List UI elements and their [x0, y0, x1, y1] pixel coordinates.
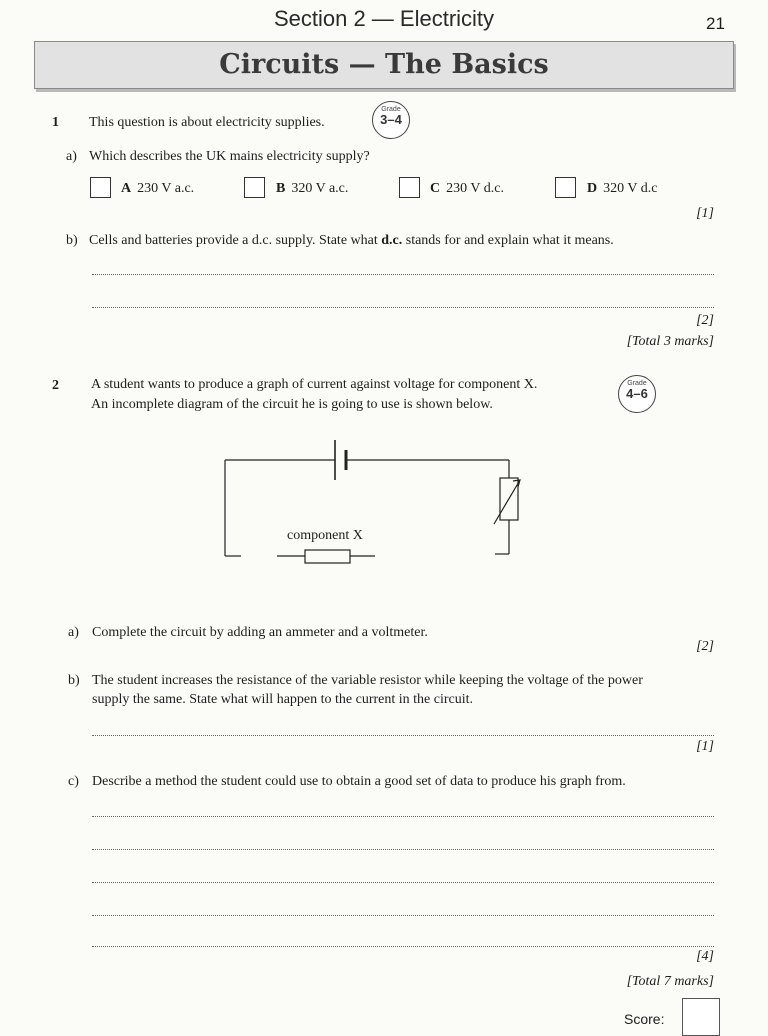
option-c-checkbox[interactable]	[399, 177, 420, 198]
score-label: Score:	[624, 1011, 665, 1027]
section-title: Section 2 — Electricity	[273, 6, 495, 31]
grade-badge-q1	[372, 101, 410, 139]
grade-badge-q2	[618, 375, 656, 413]
grade-badge-value: 3–4	[380, 112, 402, 127]
q2b-label: b)	[68, 673, 80, 688]
q2b-text-line2: supply the same. State what will happen to the current in the circuit.	[92, 692, 474, 707]
q2a-text: Complete the circuit by adding an ammeter and a voltmeter.	[92, 625, 428, 640]
q1b-text-end: stands for and explain what it means.	[402, 233, 614, 248]
q2c-marks: [4]	[696, 949, 714, 964]
answer-line[interactable]	[92, 946, 714, 947]
answer-line[interactable]	[92, 274, 714, 275]
question-1-number: 1	[52, 115, 59, 130]
component-x-label: component X	[287, 528, 363, 543]
page-title-banner	[34, 41, 734, 89]
q1b-text-start: Cells and batteries provide a d.c. supply. State what	[89, 233, 382, 248]
q2b-text-line1: The student increases the resistance of the variable resistor while keeping the voltage of the power	[92, 673, 643, 688]
q1a-label: a)	[66, 149, 77, 164]
q2b-marks: [1]	[696, 739, 714, 754]
option-d-checkbox[interactable]	[555, 177, 576, 198]
q1b-marks: [2]	[696, 313, 714, 328]
option-a-text: 230 V a.c.	[137, 181, 195, 196]
option-c-text: 230 V d.c.	[446, 181, 504, 196]
option-d-letter: D	[587, 181, 598, 196]
answer-line[interactable]	[92, 915, 714, 916]
score-box[interactable]	[682, 998, 720, 1036]
grade-badge-label: Grade	[627, 380, 647, 387]
q2c-label: c)	[68, 774, 79, 789]
option-a	[121, 181, 194, 197]
option-a-letter: A	[121, 181, 132, 196]
q1a-text: Which describes the UK mains electricity supply?	[89, 149, 370, 164]
option-b-checkbox[interactable]	[244, 177, 265, 198]
option-b	[276, 181, 348, 197]
question-2-text-line2: An incomplete diagram of the circuit he is going to use is shown below.	[91, 397, 493, 412]
page-number: 21	[706, 14, 725, 33]
option-a-checkbox[interactable]	[90, 177, 111, 198]
answer-line[interactable]	[92, 735, 714, 736]
q2c-text: Describe a method the student could use to obtain a good set of data to produce his graph from.	[92, 774, 626, 789]
q2a-marks: [2]	[696, 639, 714, 654]
variable-resistor-arrow	[494, 480, 520, 524]
q2-total-marks: [Total 7 marks]	[626, 974, 714, 989]
question-1-text: This question is about electricity supplies.	[89, 115, 325, 130]
answer-line[interactable]	[92, 849, 714, 850]
grade-badge-label: Grade	[381, 106, 401, 113]
page-title: Circuits — The Basics	[219, 49, 549, 80]
q1b-label: b)	[66, 233, 78, 248]
option-c	[430, 181, 504, 197]
question-2-number: 2	[52, 378, 59, 393]
option-c-letter: C	[430, 181, 441, 196]
option-b-text: 320 V a.c.	[291, 181, 349, 196]
circuit-diagram	[215, 430, 535, 575]
option-d	[587, 181, 657, 197]
answer-line[interactable]	[92, 307, 714, 308]
question-2-text-line1: A student wants to produce a graph of current against voltage for component X.	[91, 377, 538, 392]
q1-total-marks: [Total 3 marks]	[626, 334, 714, 349]
q1b-text-bold: d.c.	[381, 233, 403, 248]
q1a-marks: [1]	[696, 206, 714, 221]
answer-line[interactable]	[92, 882, 714, 883]
option-d-text: 320 V d.c	[603, 181, 658, 196]
option-b-letter: B	[276, 181, 286, 196]
grade-badge-value: 4–6	[626, 386, 648, 401]
answer-line[interactable]	[92, 816, 714, 817]
component-x-symbol	[305, 550, 350, 563]
q2a-label: a)	[68, 625, 79, 640]
q1b-text	[89, 233, 614, 249]
